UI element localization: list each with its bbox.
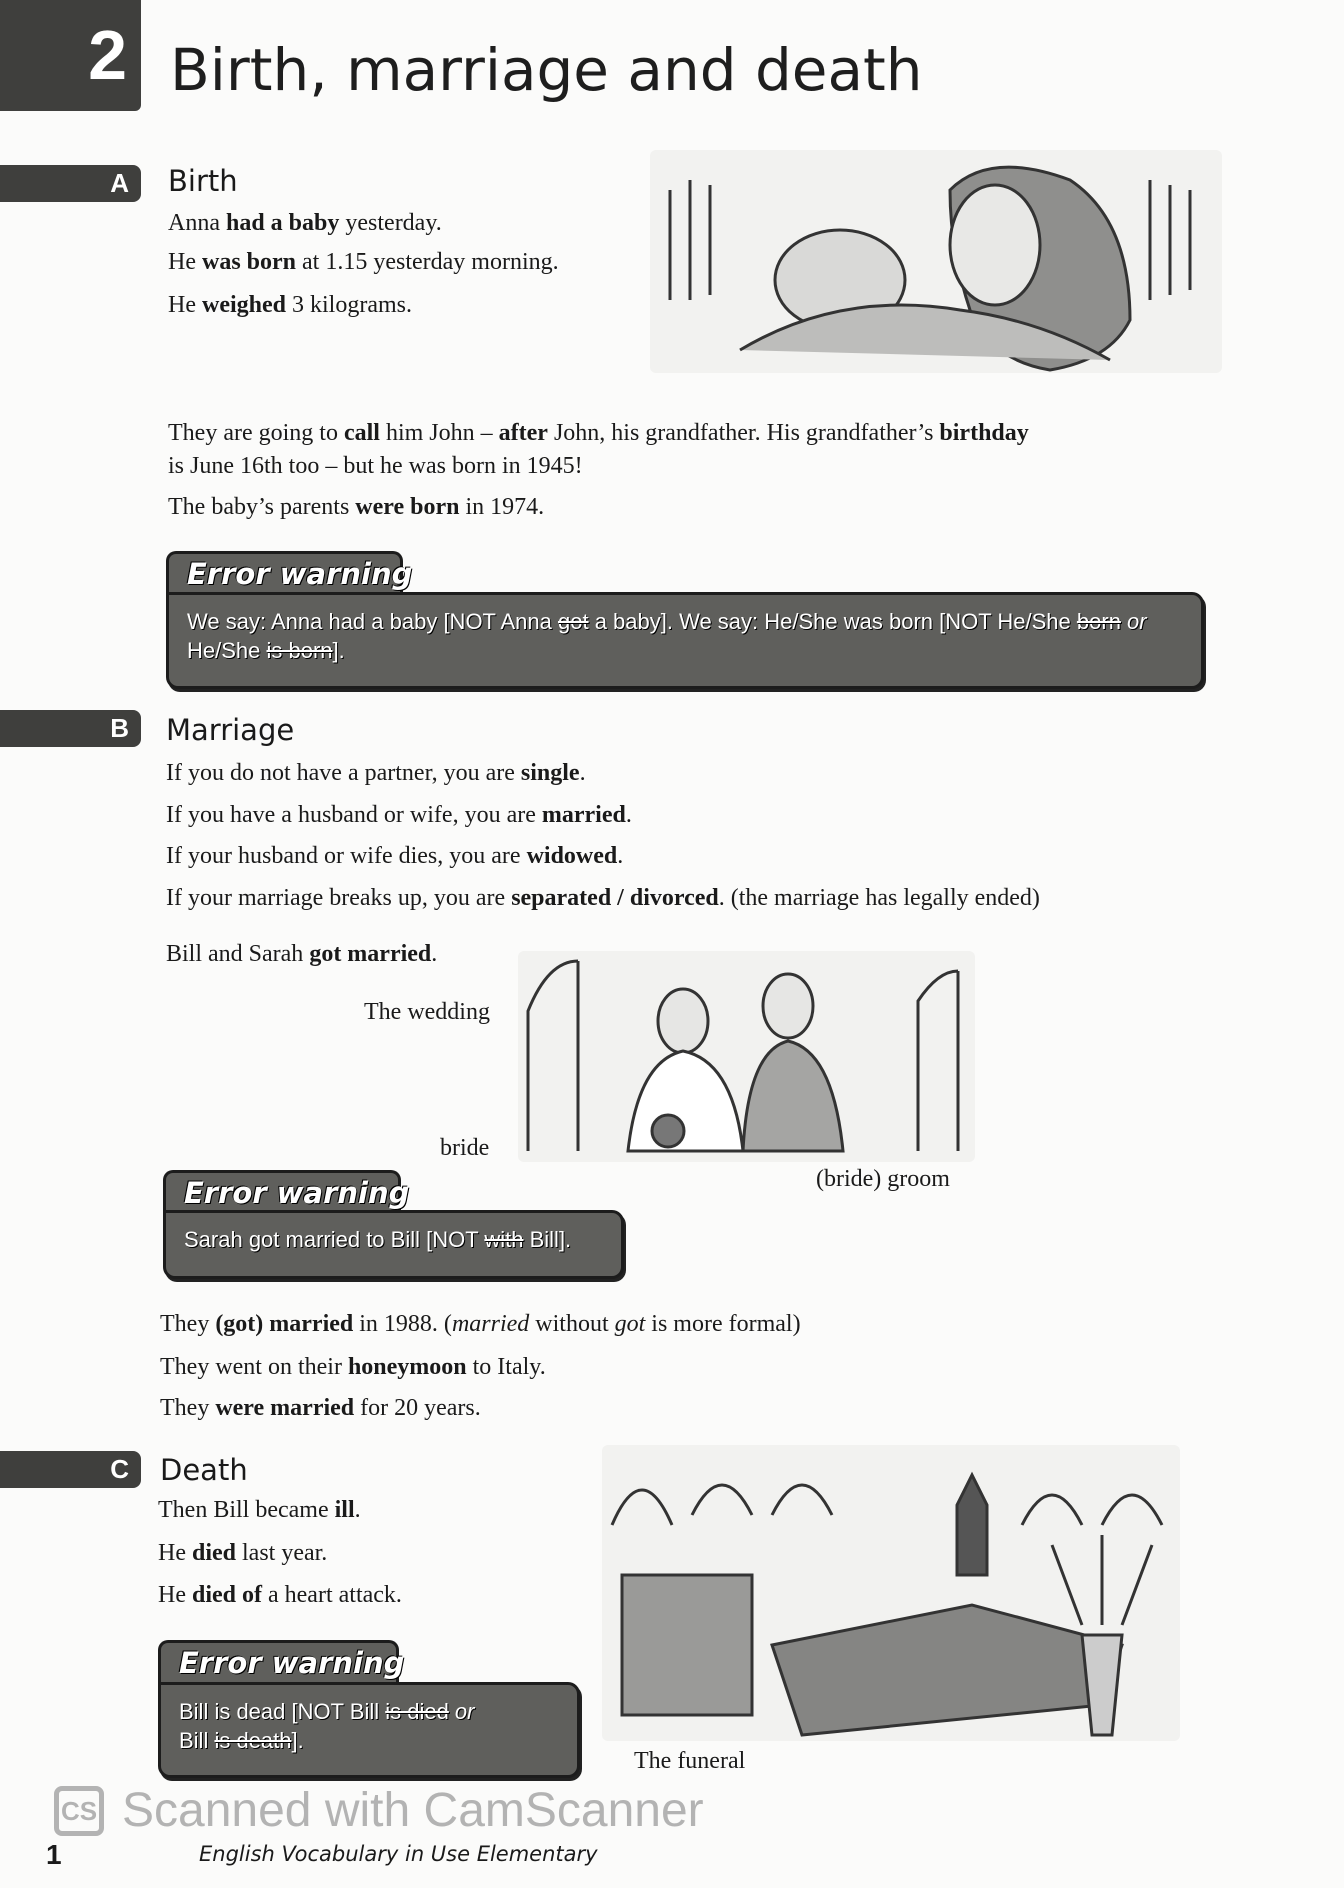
text-line: [158, 1495, 361, 1525]
text-line: [166, 883, 1040, 913]
groom-caption: (bride) groom: [816, 1166, 950, 1192]
error-warning-box: [163, 1210, 624, 1279]
text-segment: without: [529, 1311, 615, 1337]
text-segment: He: [158, 1582, 192, 1608]
text-segment: last year.: [236, 1540, 328, 1566]
text-segment: or: [448, 1699, 475, 1724]
funeral-illustration: [602, 1445, 1180, 1741]
watermark-text: Scanned with CamScanner: [122, 1784, 704, 1837]
text-segment: at 1.15 yesterday morning.: [296, 249, 559, 275]
key-word: got married: [309, 941, 432, 967]
key-word: birthday: [939, 420, 1029, 446]
section-a-title: Birth: [168, 164, 238, 198]
text-segment: is more formal): [645, 1311, 801, 1337]
text-segment: . (the marriage has legally ended): [718, 885, 1040, 911]
section-c-tab: C: [0, 1451, 141, 1488]
text-segment: for 20 years.: [354, 1395, 481, 1421]
text-segment: Bill: [179, 1728, 215, 1753]
section-c-title: Death: [160, 1453, 248, 1487]
text-line: [168, 492, 544, 522]
text-segment: to Italy.: [466, 1354, 546, 1380]
text-segment: If you have a husband or wife, you are: [166, 802, 542, 828]
bride-caption: bride: [440, 1135, 490, 1161]
key-word: were born: [355, 494, 460, 520]
text-segment: .: [579, 760, 586, 786]
text-segment: Anna: [168, 210, 226, 236]
text-segment: If your husband or wife dies, you are: [166, 843, 527, 869]
mother-and-baby-illustration: [650, 150, 1222, 373]
text-segment: They: [160, 1395, 216, 1421]
key-word: honeymoon: [347, 1354, 467, 1380]
text-segment: The baby’s parents: [168, 494, 356, 520]
text-line: [168, 290, 412, 320]
error-warning-box: [158, 1682, 580, 1778]
text-segment: Bill is dead [NOT Bill: [179, 1699, 386, 1724]
error-warning-label: Error warning: [158, 1640, 399, 1682]
text-segment: John, his grandfather. His grandfather’s: [547, 420, 940, 446]
text-segment: a baby]. We say: He/She was born [NOT He/She: [588, 609, 1077, 634]
key-word: was born: [201, 249, 297, 275]
text-line: [168, 247, 559, 277]
text-segment: got: [614, 1311, 646, 1337]
section-a-tab: A: [0, 165, 141, 202]
section-b-tab: B: [0, 710, 141, 747]
text-segment: We say: Anna had a baby [NOT Anna: [187, 609, 558, 634]
text-segment: If you do not have a partner, you are: [166, 760, 521, 786]
text-line: [166, 841, 623, 871]
text-segment: He: [158, 1540, 192, 1566]
text-line: [158, 1538, 327, 1568]
text-segment: They are going to: [168, 420, 344, 446]
key-word: died of: [191, 1582, 262, 1608]
text-segment: or: [1120, 609, 1147, 634]
text-line: [160, 1393, 481, 1423]
key-word: widowed: [526, 843, 618, 869]
text-segment: a heart attack.: [262, 1582, 402, 1608]
key-word: married: [541, 802, 626, 828]
key-word: (got) married: [215, 1311, 354, 1337]
text-segment: They went on their: [160, 1354, 348, 1380]
error-warning-box: [166, 592, 1204, 689]
text-segment: him John –: [379, 420, 499, 446]
text-segment: .: [625, 802, 632, 828]
unit-number: 2: [0, 0, 141, 111]
key-word: call: [343, 420, 380, 446]
camscanner-watermark: [54, 1786, 704, 1836]
incorrect-form: born: [1076, 609, 1121, 634]
text-line: [166, 939, 437, 969]
incorrect-form: with: [484, 1227, 524, 1252]
text-segment: Sarah got married to Bill [NOT: [184, 1227, 485, 1252]
text-segment: married: [451, 1311, 530, 1337]
text-line: [160, 1309, 801, 1339]
funeral-caption: The funeral: [634, 1748, 746, 1774]
incorrect-form: is born: [266, 638, 333, 663]
text-line: [168, 451, 583, 481]
text-line: [168, 208, 442, 238]
key-word: were married: [215, 1395, 355, 1421]
text-segment: .: [354, 1497, 361, 1523]
key-word: died: [191, 1540, 236, 1566]
text-segment: Bill and Sarah: [166, 941, 310, 967]
text-segment: 3 kilograms.: [285, 292, 412, 318]
key-word: single: [520, 760, 580, 786]
text-segment: He/She: [187, 638, 267, 663]
text-segment: ].: [291, 1728, 304, 1753]
text-line: [158, 1580, 402, 1610]
wedding-caption: The wedding: [364, 999, 490, 1025]
text-line: [166, 800, 632, 830]
text-segment: in 1974.: [459, 494, 545, 520]
text-segment: is June 16th too – but he was born in 1945!: [168, 453, 583, 479]
text-segment: He: [168, 292, 202, 318]
page-number: 1: [46, 1839, 62, 1870]
text-line: [160, 1352, 546, 1382]
text-segment: .: [617, 843, 624, 869]
key-word: had a baby: [225, 210, 340, 236]
camscanner-logo-icon: CS: [54, 1786, 104, 1836]
error-warning-label: Error warning: [166, 551, 403, 592]
text-segment: They: [160, 1311, 216, 1337]
key-word: after: [498, 420, 548, 446]
text-segment: Then Bill became: [158, 1497, 335, 1523]
text-segment: Bill].: [523, 1227, 572, 1252]
error-warning-label: Error warning: [163, 1170, 401, 1210]
incorrect-form: got: [557, 609, 589, 634]
text-segment: ].: [332, 638, 345, 663]
key-word: ill: [334, 1497, 355, 1523]
page-title: Birth, marriage and death: [170, 36, 923, 104]
text-segment: .: [431, 941, 438, 967]
text-segment: He: [168, 249, 202, 275]
wedding-illustration: [518, 951, 975, 1162]
text-line: [168, 418, 1029, 448]
text-segment: yesterday.: [339, 210, 442, 236]
key-word: weighed: [201, 292, 286, 318]
text-line: [166, 758, 586, 788]
text-segment: If your marriage breaks up, you are: [166, 885, 512, 911]
section-b-title: Marriage: [166, 713, 295, 747]
incorrect-form: is death: [214, 1728, 292, 1753]
text-segment: in 1988. (: [353, 1311, 452, 1337]
book-title-footer: English Vocabulary in Use Elementary: [199, 1842, 598, 1866]
key-word: separated / divorced: [511, 885, 719, 911]
incorrect-form: is died: [385, 1699, 449, 1724]
